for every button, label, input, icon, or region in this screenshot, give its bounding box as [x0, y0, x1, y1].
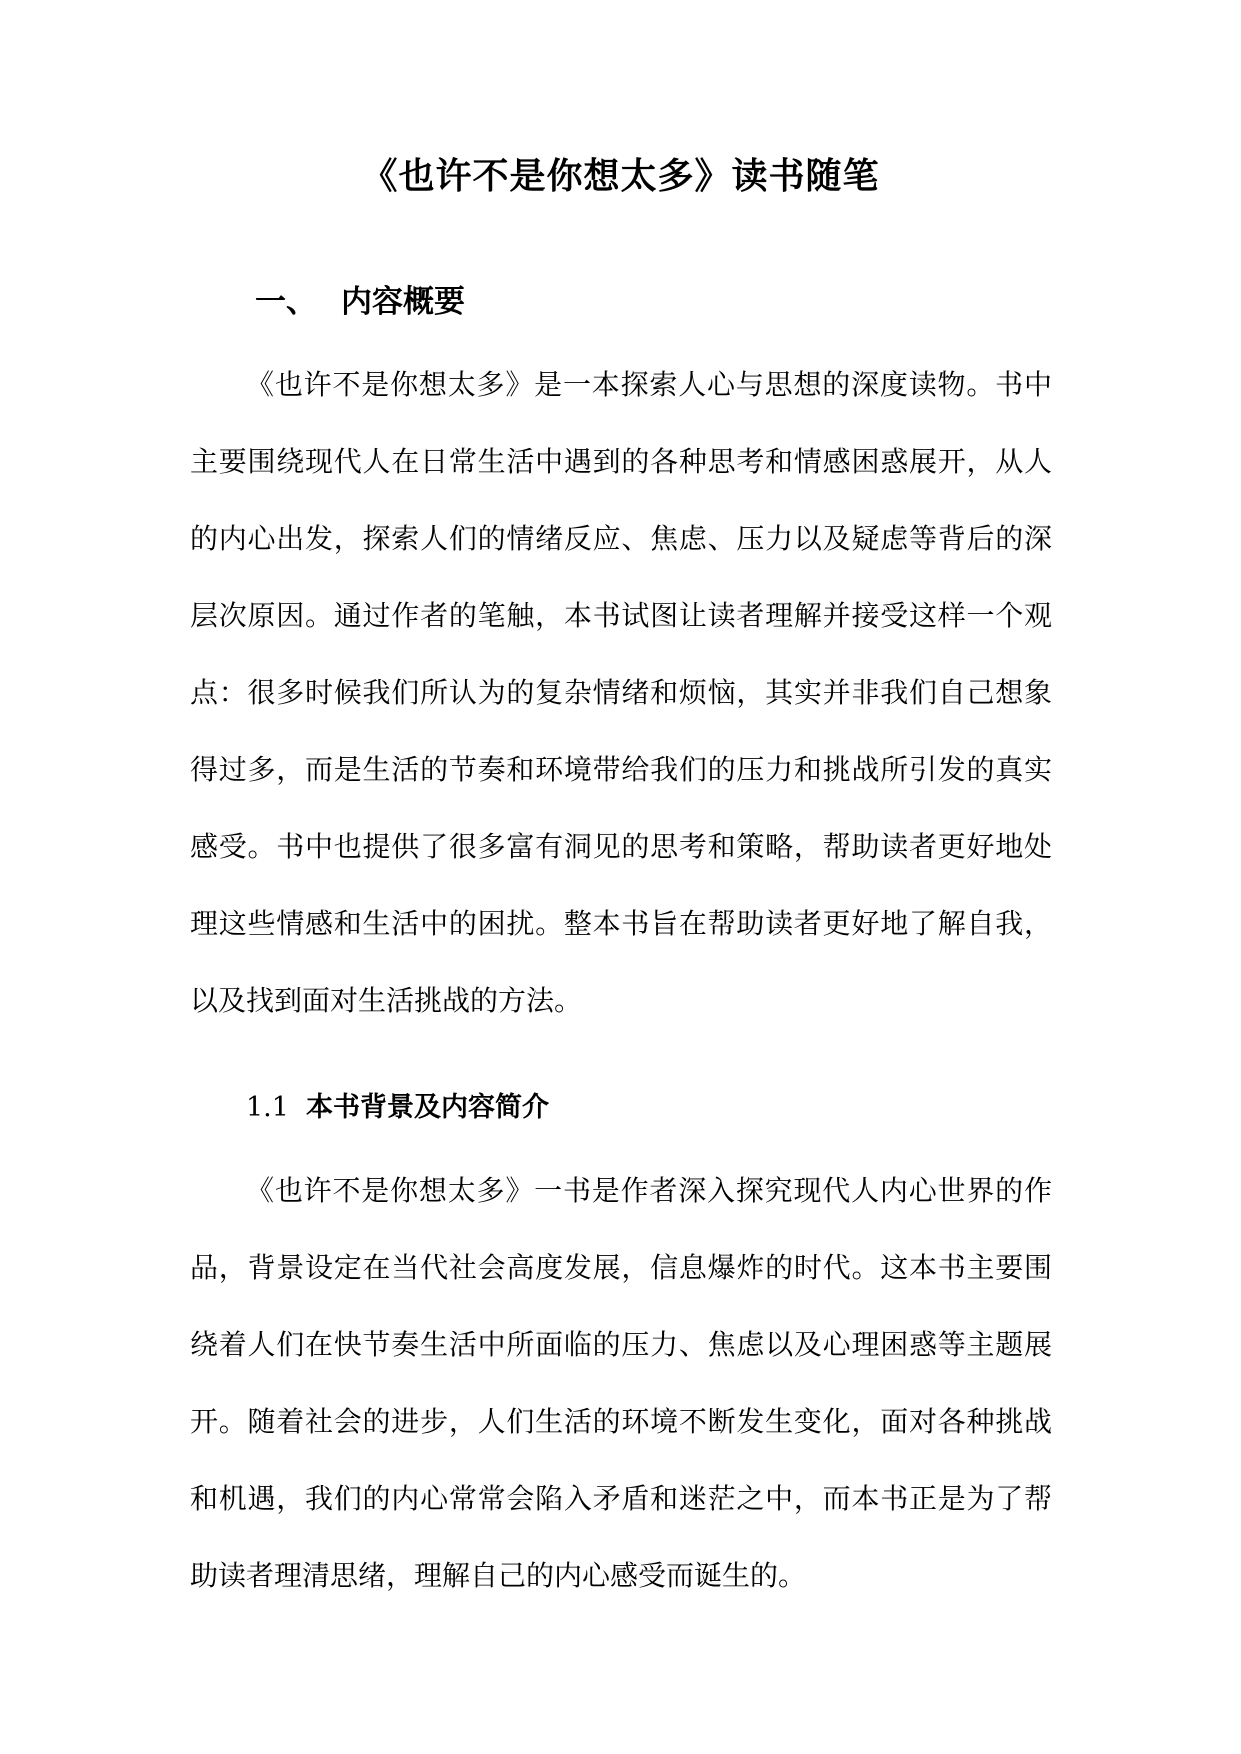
paragraph-line: 绕着人们在快节奏生活中所面临的压力、焦虑以及心理困惑等主题展: [190, 1328, 1052, 1361]
paragraph-line: 层次原因。通过作者的笔触，本书试图让读者理解并接受这样一个观: [190, 599, 1052, 632]
paragraph-line: 助读者理清思绪，理解自己的内心感受而诞生的。: [190, 1559, 807, 1592]
section-heading-text: 内容概要: [341, 284, 465, 320]
paragraph-line: 得过多，而是生活的节奏和环境带给我们的压力和挑战所引发的真实: [190, 753, 1052, 786]
subsection-heading-text: 本书背景及内容简介: [306, 1092, 549, 1123]
subsection-number: 1.1: [246, 1092, 289, 1123]
section-heading: [255, 280, 465, 324]
paragraph-line: 品，背景设定在当代社会高度发展，信息爆炸的时代。这本书主要围: [190, 1251, 1052, 1284]
document-title: 《也许不是你想太多》读书随笔: [361, 155, 880, 197]
subsection-paragraph: [190, 1152, 1052, 1614]
section-paragraph: [190, 346, 1052, 1039]
paragraph-line: 开。随着社会的进步，人们生活的环境不断发生变化，面对各种挑战: [190, 1405, 1052, 1438]
paragraph-line: 主要围绕现代人在日常生活中遇到的各种思考和情感困惑展开，从人: [190, 445, 1052, 478]
paragraph-line: 《也许不是你想太多》是一本探索人心与思想的深度读物。书中: [246, 368, 1052, 401]
paragraph-line: 以及找到面对生活挑战的方法。: [190, 984, 583, 1017]
subsection-heading: [246, 1088, 549, 1128]
paragraph-line: 感受。书中也提供了很多富有洞见的思考和策略，帮助读者更好地处: [190, 830, 1052, 863]
paragraph-line: 理这些情感和生活中的困扰。整本书旨在帮助读者更好地了解自我，: [190, 907, 1052, 940]
paragraph-line: 点：很多时候我们所认为的复杂情绪和烦恼，其实并非我们自己想象: [190, 676, 1052, 709]
paragraph-line: 《也许不是你想太多》一书是作者深入探究现代人内心世界的作: [246, 1174, 1052, 1207]
section-number: 一、: [255, 284, 317, 320]
paragraph-line: 的内心出发，探索人们的情绪反应、焦虑、压力以及疑虑等背后的深: [190, 522, 1052, 555]
paragraph-line: 和机遇，我们的内心常常会陷入矛盾和迷茫之中，而本书正是为了帮: [190, 1482, 1052, 1515]
